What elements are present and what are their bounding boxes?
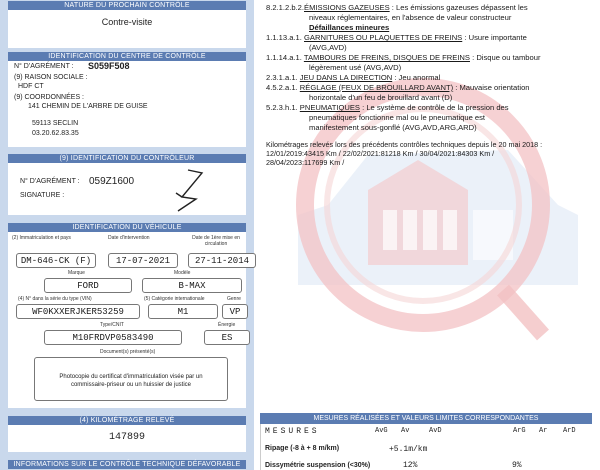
- genre-label: Genre: [227, 296, 241, 302]
- left-panel: [0, 0, 254, 470]
- defect-title: JEU DANS LA DIRECTION: [299, 73, 393, 82]
- defect-line: [309, 93, 452, 102]
- signature-mark: [158, 167, 218, 213]
- defect-desc: manifestement sous-gonflé (AVG,AVD,ARG,ARD): [309, 123, 477, 132]
- col-ar: Ar: [539, 427, 548, 435]
- centre-agreement-value: S059F508: [88, 61, 130, 71]
- next-control-header: NATURE DU PROCHAIN CONTRÔLE: [8, 1, 246, 10]
- mileage-header: (4) KILOMÉTRAGE RELEVÉ: [8, 416, 246, 425]
- ripage-label: Ripage (-8 à + 8 m/km): [265, 445, 340, 452]
- minor-defects-heading: Défaillances mineures: [309, 23, 390, 32]
- vehicle-header: IDENTIFICATION DU VÉHICULE: [8, 223, 246, 232]
- dissymetry-av: 12%: [403, 461, 418, 470]
- bottom-header: INFORMATIONS SUR LE CONTRÔLE TECHNIQUE DÉFAVORABLE: [8, 460, 246, 469]
- inspector-box: [8, 163, 246, 215]
- measures-title: MESURES: [265, 427, 320, 436]
- defect-title: GARNITURES OU PLAQUETTES DE FREINS: [304, 33, 463, 42]
- col-arg: ArG: [513, 427, 526, 435]
- model-label: Modèle: [174, 270, 191, 276]
- next-control-value: Contre-visite: [101, 17, 153, 27]
- mileage-box: [8, 425, 246, 452]
- docs-label: Document(s) présenté(s): [100, 349, 156, 355]
- defect-desc: (AVG,AVD): [309, 43, 347, 52]
- inspector-header: (9) IDENTIFICATION DU CONTRÔLEUR: [8, 154, 246, 163]
- defect-desc: : Jeu anormal: [392, 73, 441, 82]
- first-reg-label: Date de 1ère mise en circulation: [192, 235, 240, 247]
- energy-field: ES: [204, 330, 250, 345]
- centre-header: IDENTIFICATION DU CENTRE DE CONTRÔLE: [8, 52, 246, 61]
- centre-city: 59113 SECLIN: [32, 120, 79, 127]
- category-label: (5) Catégorie internationale: [144, 296, 205, 302]
- defect-line: [309, 123, 477, 132]
- docs-line-2: commissaire-priseur ou un huissier de justice: [70, 382, 192, 388]
- next-control-box: [8, 10, 246, 48]
- company-value: HDF CT: [18, 83, 44, 90]
- defect-line: [266, 73, 440, 82]
- defect-desc: légèrement usé (AVG,AVD): [309, 63, 402, 72]
- vehicle-box: [8, 232, 249, 408]
- registration-field: DM-646-CK (F): [16, 253, 96, 268]
- defect-code: 4.5.2.a.1.: [266, 83, 298, 92]
- signature-label: SIGNATURE :: [20, 192, 65, 199]
- company-label: (9) RAISON SOCIALE :: [14, 74, 88, 81]
- make-field: FORD: [44, 278, 132, 293]
- defect-desc: : Disque ou tambour: [469, 53, 541, 62]
- defect-code: 2.3.1.a.1.: [266, 73, 298, 82]
- type-label: Type/CNIT: [100, 322, 124, 328]
- docs-line-1: Photocopie du certificat d'immatriculation visée par un: [59, 374, 203, 380]
- measures-box: [260, 424, 593, 470]
- vin-field: WF0KXXERJKER53259: [16, 304, 140, 319]
- defect-code: 8.2.1.2.b.2.: [266, 3, 304, 12]
- defect-title: PNEUMATIQUES: [299, 103, 360, 112]
- defect-code: 1.1.13.a.1.: [266, 33, 302, 42]
- defect-line: [309, 43, 347, 52]
- history-line-1: Kilométrages relevés lors des précédents contrôles techniques depuis le 20 mai 2018 :: [266, 140, 543, 149]
- history-line-3: 28/04/2023:117699 Km /: [266, 158, 345, 167]
- defect-desc: horizontale d'un feu de brouillard avant (D): [309, 93, 453, 102]
- defect-desc: : Usure importante: [462, 33, 527, 42]
- type-field: M10FRDVP0583490: [44, 330, 182, 345]
- defect-line: [266, 3, 528, 12]
- ripage-value: +5.1m/km: [389, 445, 428, 454]
- centre-box: [8, 61, 246, 147]
- centre-agreement-label: N° D'AGRÉMENT :: [14, 63, 74, 70]
- defect-title: ÉMISSIONS GAZEUSES: [304, 3, 390, 12]
- date-control-label: Date d'intervention: [108, 235, 150, 241]
- defect-code: 5.2.3.h.1.: [266, 103, 298, 112]
- col-avd: AvD: [429, 427, 442, 435]
- date-control-field: 17-07-2021: [108, 253, 178, 268]
- vin-label: (4) N° dans la série du type (VIN): [18, 296, 92, 302]
- col-ard: ArD: [563, 427, 576, 435]
- defect-line: [266, 33, 527, 42]
- defect-code: 1.1.14.a.1.: [266, 53, 302, 62]
- defect-line: [309, 63, 401, 72]
- defect-title: RÉGLAGE (FEUX DE BROUILLARD AVANT): [299, 83, 454, 92]
- centre-phone: 03.20.62.83.35: [32, 130, 79, 137]
- first-reg-field: 27-11-2014: [188, 253, 256, 268]
- defect-line: [266, 83, 530, 92]
- reg-label: (2) Immatriculation et pays: [12, 235, 71, 241]
- defect-desc: : Le système de contrôle de la pression des: [360, 103, 509, 112]
- mileage-value: 147899: [108, 432, 145, 443]
- defect-line: [266, 103, 509, 112]
- contact-label: (9) COORDONNÉES :: [14, 94, 85, 101]
- defect-line: [309, 13, 511, 22]
- defect-desc: niveaux réglementaires, en l'absence de valeur constructeur: [309, 13, 512, 22]
- measures-header: MESURES RÉALISÉES ET VALEURS LIMITES CORRESPONDANTES: [260, 413, 592, 424]
- col-avg: AvG: [375, 427, 388, 435]
- defect-desc: : Les émissions gazeuses dépassent les: [389, 3, 528, 12]
- defect-desc: : Mauvaise orientation: [453, 83, 530, 92]
- col-av: Av: [401, 427, 410, 435]
- energy-label: Énergie: [218, 322, 236, 328]
- model-field: B-MAX: [142, 278, 242, 293]
- inspector-agreement-label: N° D'AGRÉMENT :: [20, 178, 80, 185]
- genre-field: VP: [222, 304, 248, 319]
- dissymetry-ar: 9%: [512, 461, 522, 470]
- centre-address: 141 CHEMIN DE L'ARBRE DE GUISE: [28, 103, 148, 110]
- dissymetry-label: Dissymétrie suspension (<30%): [265, 462, 371, 469]
- history-line-2: 12/01/2019:43415 Km / 22/02/2021:81218 Km / 30/04/2021:84303 Km /: [266, 149, 495, 158]
- inspector-agreement-value: 059Z1600: [89, 176, 135, 187]
- category-field: M1: [148, 304, 218, 319]
- docs-field: [34, 357, 228, 401]
- defect-title: TAMBOURS DE FREINS, DISQUES DE FREINS: [303, 53, 470, 62]
- defect-line: [266, 53, 540, 62]
- defect-line: [309, 113, 485, 122]
- defect-desc: pneumatiques fonctionne mal ou le pneumatique est: [309, 113, 486, 122]
- make-label: Marque: [68, 270, 85, 276]
